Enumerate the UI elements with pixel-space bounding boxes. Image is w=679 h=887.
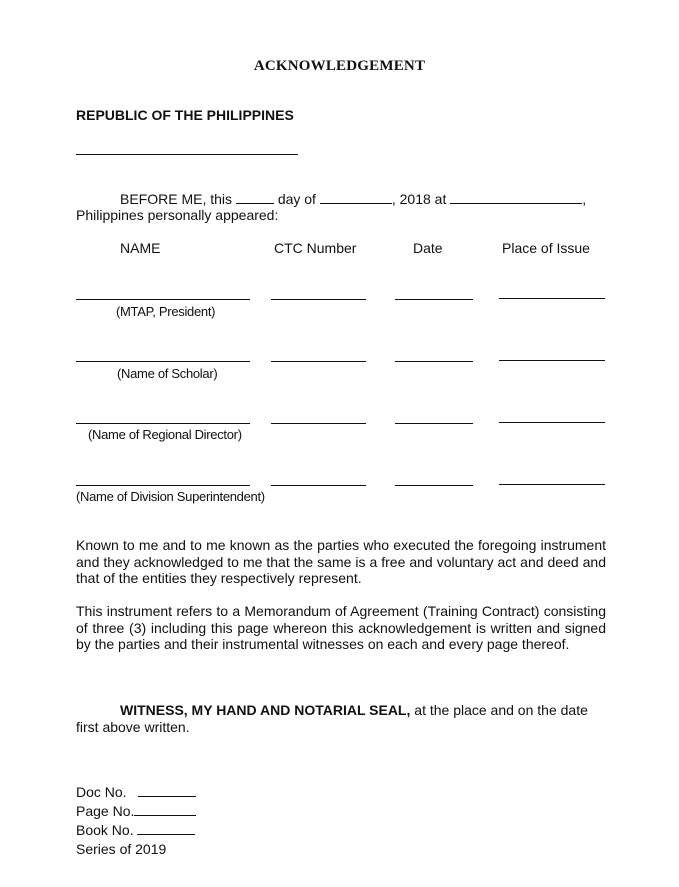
date-line [395,485,473,486]
instrument-paragraph: This instrument refers to a Memorandum of Agreement (Training Contract) consisting of three (3) including this page whereon this acknowledgement is written and signed by the parties and their instrumental witnesses on each and every page thereof. [76,603,606,652]
place-line [499,298,605,299]
column-place-of-issue: Place of Issue [502,240,590,256]
doc-no-blank [138,785,196,797]
witness-text: at the place and on the date [410,702,588,718]
page-no-blank [134,804,196,816]
date-line [395,299,473,300]
column-name: NAME [120,240,161,256]
before-me-line [120,191,586,207]
document-title: ACKNOWLEDGEMENT [253,58,426,74]
signatory-label: (Name of Regional Director) [88,427,242,442]
venue-blank-line [76,154,298,155]
day-blank [236,192,274,204]
doc-no-line [76,784,196,800]
page-no-line [76,803,196,819]
appeared-line: Philippines personally appeared: [76,207,279,223]
series-line: Series of 2019 [76,841,167,857]
doc-no-label: Doc No. [76,784,127,800]
before-me-text: BEFORE ME, this [120,191,233,207]
place-line [499,422,605,423]
date-line [395,361,473,362]
signature-line [76,361,250,362]
column-ctc-number: CTC Number [274,240,357,256]
ctc-line [271,423,366,424]
republic-heading: REPUBLIC OF THE PHILIPPINES [76,107,294,123]
comma-text: , [582,191,587,207]
witness-bold-text: WITNESS, MY HAND AND NOTARIAL SEAL, [120,702,411,718]
witness-line [120,702,588,719]
signatory-label: (Name of Scholar) [117,366,218,381]
book-no-blank [137,823,195,835]
day-of-text: day of [277,191,316,207]
year-at-text: , 2018 at [391,191,447,207]
place-blank [450,192,582,204]
signatory-label: (Name of Division Superintendent) [76,489,265,504]
place-line [499,484,605,485]
page-no-label: Page No. [76,803,135,819]
place-line [499,360,605,361]
signature-line [76,485,250,486]
signature-line [76,299,250,300]
signature-line [76,423,250,424]
date-line [395,423,473,424]
column-date: Date [413,240,443,256]
known-paragraph: Known to me and to me known as the parties who executed the foregoing instrument and they acknowledged to me that the same is a free and voluntary act and deed and that of the entities they respectively represent. [76,537,606,586]
ctc-line [271,485,366,486]
witness-line-2: first above written. [76,719,190,735]
ctc-line [271,299,366,300]
book-no-label: Book No. [76,822,134,838]
ctc-line [271,361,366,362]
book-no-line [76,822,195,838]
signatory-label: (MTAP, President) [116,304,216,319]
month-blank [320,192,392,204]
